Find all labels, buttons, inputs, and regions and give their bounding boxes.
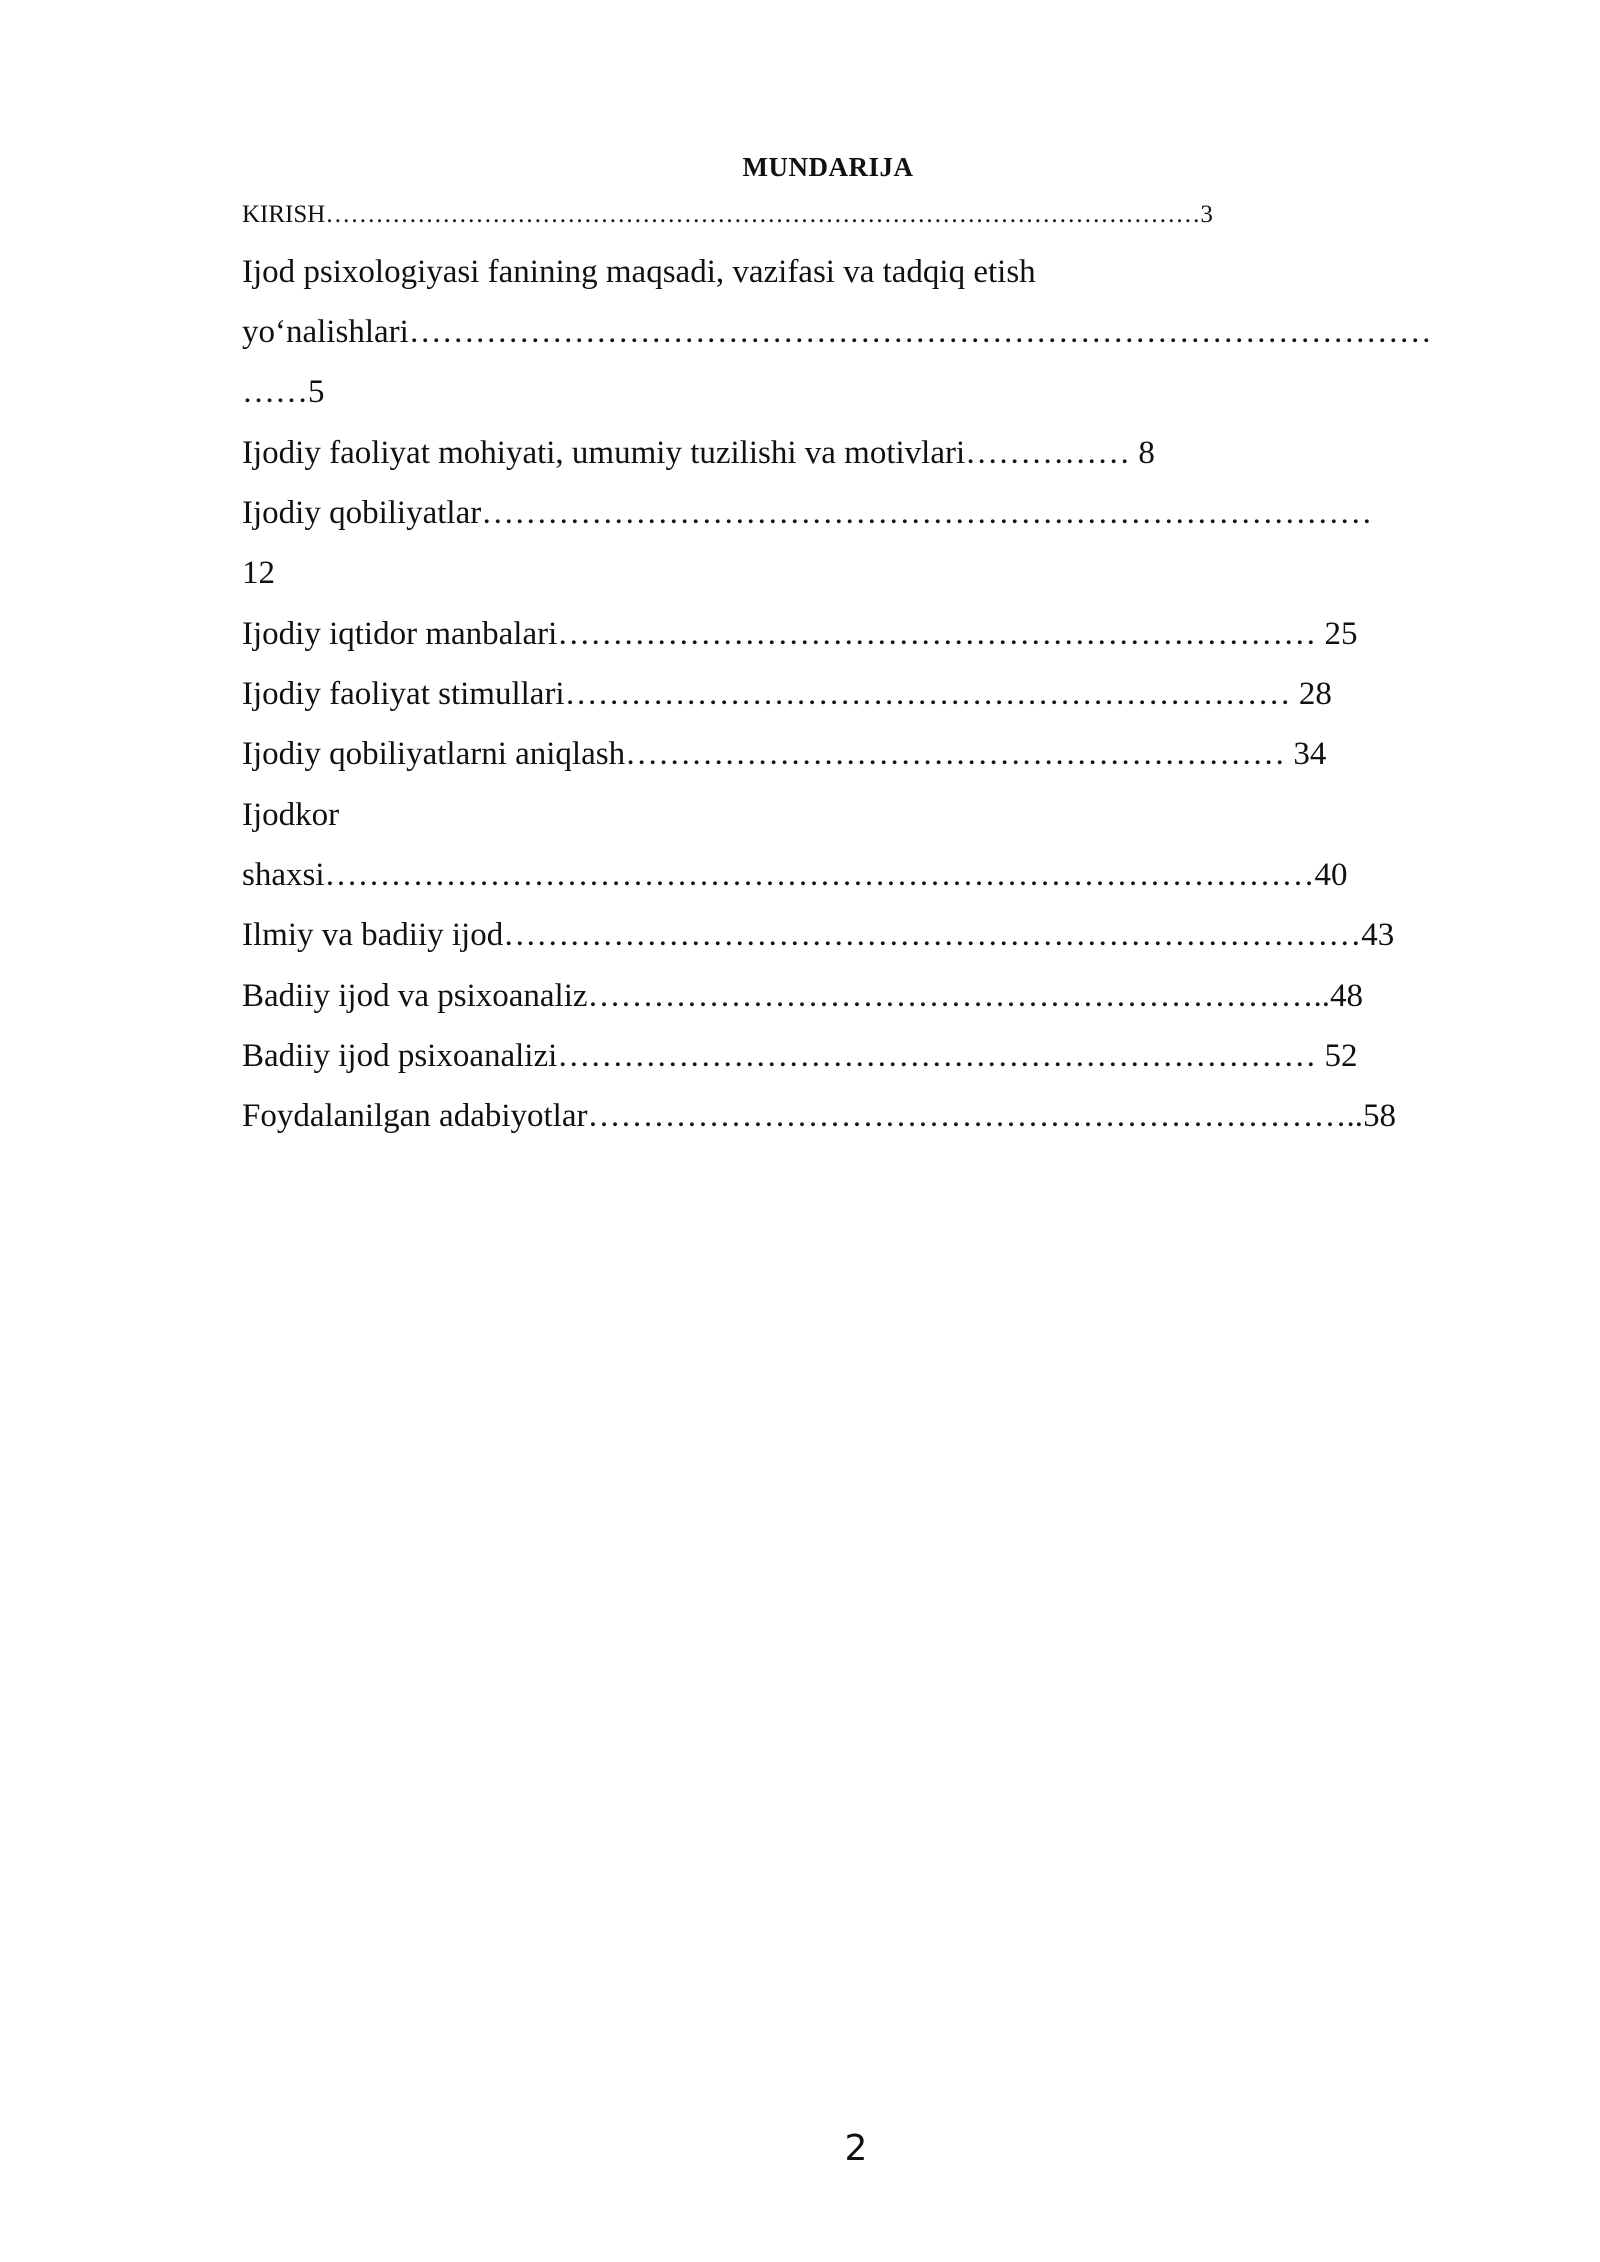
toc-line: Ijodiy qobiliyatlarni aniqlash…………………………………………………… 34 <box>242 736 1327 772</box>
toc-line: Badiiy ijod psixoanalizi…………………………………………………………… 52 <box>242 1038 1358 1074</box>
toc-line: Foydalanilgan adabiyotlar……………………………………………………………..58 <box>242 1098 1396 1134</box>
toc-line: Badiiy ijod va psixoanaliz…………………………………………………………..48 <box>242 978 1364 1014</box>
page-number: 2 <box>844 2128 868 2169</box>
toc-line: Ilmiy va badiiy ijod……………………………………………………………………43 <box>242 917 1395 953</box>
toc-line: Ijodiy faoliyat mohiyati, umumiy tuzilishi va motivlari…………… 8 <box>242 435 1155 471</box>
toc-line: Ijodkor <box>242 797 340 833</box>
toc-line: Ijod psixologiyasi fanining maqsadi, vazifasi va tadqiq etish <box>242 254 1036 290</box>
toc-line: Ijodiy faoliyat stimullari………………………………………………………… 28 <box>242 676 1332 712</box>
toc-title: MUNDARIJA <box>742 152 914 182</box>
toc-line: 12 <box>242 555 275 591</box>
toc-line: shaxsi………………………………………………………………………………40 <box>242 857 1348 893</box>
toc-line: ……5 <box>242 374 325 410</box>
toc-line: Ijodiy qobiliyatlar……………………………………………………………………… <box>242 495 1373 531</box>
toc-line: yo‘nalishlari………………………………………………………………………………… <box>242 314 1432 350</box>
toc-line: KIRISH……………………………………………………………………………………………3 <box>242 201 1213 228</box>
toc-line: Ijodiy iqtidor manbalari…………………………………………………………… 25 <box>242 616 1358 652</box>
